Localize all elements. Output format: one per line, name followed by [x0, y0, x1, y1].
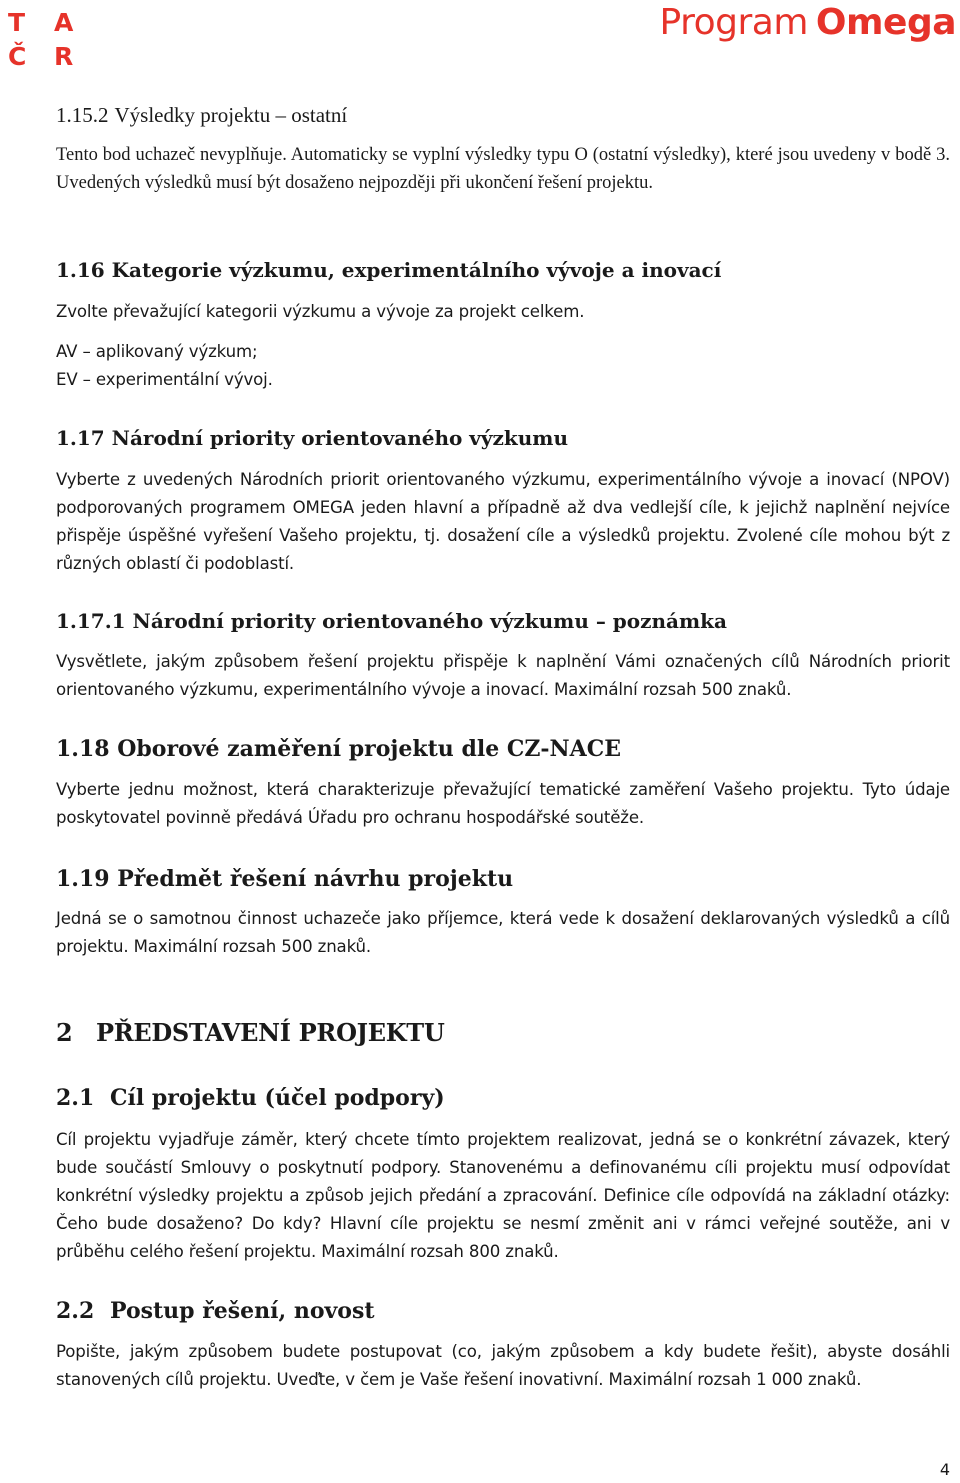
- paragraph-text: Vyberte jednu možnost, která charakterizuje převažující tematické zaměření Vašeho projektu. Tyto údaje poskytovatel povinně předává Úřadu pro ochranu hospodářské soutěže.: [56, 780, 950, 827]
- paragraph-1-18: [56, 776, 950, 832]
- paragraph-1-19: [56, 905, 950, 961]
- heading-1-15-2: [56, 100, 950, 130]
- paragraph-text: Vysvětlete, jakým způsobem řešení projektu přispěje k naplnění Vámi označených cílů Národních priorit orientovaného výzkumu, experimentálního vývoje a inovací. Maximální rozsah 500 znaků.: [56, 652, 950, 699]
- paragraph-text: Cíl projektu vyjadřuje záměr, který chcete tímto projektem realizovat, jedná se o konkrétní závazek, který bude součástí Smlouvy o poskytnutí podpory. Stanovenému a definovanému cíli projektu musí odpovídat konkrétní výsledky projektu a způsob jejich předání a zpracování. Definice cíle odpovídá na základní otázky: Čeho bude dosaženo? Do kdy? Hlavní cíle projektu se nesmí změnit ani v rámci veřejné soutěže, ani v průběhu celého řešení projektu. Maximální rozsah 800 znaků.: [56, 1130, 950, 1261]
- tacr-logo: [8, 6, 88, 76]
- heading-title: PŘEDSTAVENÍ PROJEKTU: [96, 1018, 445, 1047]
- paragraph-text: Vyberte z uvedených Národních priorit orientovaného výzkumu, experimentálního vývoje a inovací (NPOV) podporovaných programem OMEGA jeden hlavní a případně až dva vedlejší cíle, k jejichž naplnění nejvíce přispěje úspěšné vyřešení Vašeho projektu, tj. dosažení cíle a výsledků projektu. Zvolené cíle mohou být z různých oblastí či podoblastí.: [56, 470, 950, 573]
- heading-title: 1.17.1 Národní priority orientovaného výzkumu – poznámka: [56, 609, 727, 633]
- heading-title: Cíl projektu (účel podpory): [110, 1085, 445, 1111]
- heading-number: 2.1: [56, 1085, 95, 1111]
- program-word: Program: [659, 2, 808, 43]
- logo-letter-a: A: [54, 8, 74, 37]
- program-name: Omega: [815, 2, 956, 43]
- program-omega-logo: [660, 0, 957, 48]
- category-list: [56, 338, 950, 394]
- heading-1-19: [56, 864, 950, 894]
- logo-letter-c: Č: [8, 42, 27, 71]
- heading-2-2: [56, 1296, 950, 1326]
- heading-1-18: [56, 734, 950, 764]
- heading-2-1: [56, 1083, 950, 1113]
- paragraph-1-17: [56, 466, 950, 578]
- heading-title: 1.17 Národní priority orientovaného výzkumu: [56, 426, 569, 450]
- list-item: AV – aplikovaný výzkum;: [56, 342, 258, 361]
- heading-1-17: [56, 424, 950, 452]
- paragraph-text: Popište, jakým způsobem budete postupovat (co, jakým způsobem a kdy budete řešit), abyste dosáhli stanovených cílů projektu. Uveďte, v čem je Vaše řešení inovativní. Maximální rozsah 1 000 znaků.: [56, 1342, 950, 1389]
- heading-title: Postup řešení, novost: [110, 1298, 375, 1324]
- page-number: 4: [939, 1460, 950, 1479]
- paragraph-1-17-1: [56, 648, 950, 704]
- paragraph-2-1: [56, 1126, 950, 1266]
- logo-letter-r: R: [54, 42, 74, 71]
- heading-title: 1.18 Oborové zaměření projektu dle CZ-NACE: [56, 736, 622, 762]
- heading-title: 1.16 Kategorie výzkumu, experimentálního vývoje a inovací: [56, 258, 722, 282]
- paragraph-1-16: [56, 298, 950, 326]
- heading-number: 1.15.2: [56, 103, 109, 127]
- paragraph-text: Tento bod uchazeč nevyplňuje. Automaticky se vyplní výsledky typu O (ostatní výsledky), které jsou uvedeny v bodě 3. Uvedených výsledků musí být dosaženo nejpozději při ukončení řešení projektu.: [56, 145, 950, 193]
- heading-title: Výsledky projektu – ostatní: [114, 103, 348, 127]
- paragraph-2-2: [56, 1338, 950, 1394]
- heading-2: [56, 1017, 950, 1049]
- paragraph-1-15-2: [56, 141, 950, 197]
- logo-letter-t: T: [8, 8, 26, 37]
- paragraph-text: Jedná se o samotnou činnost uchazeče jako příjemce, která vede k dosažení deklarovaných výsledků a cílů projektu. Maximální rozsah 500 znaků.: [56, 909, 950, 956]
- heading-title: 1.19 Předmět řešení návrhu projektu: [56, 866, 514, 892]
- heading-1-17-1: [56, 607, 950, 635]
- list-item: EV – experimentální vývoj.: [56, 370, 273, 389]
- heading-number: 2.2: [56, 1298, 95, 1324]
- heading-number: 2: [56, 1018, 73, 1047]
- paragraph-text: Zvolte převažující kategorii výzkumu a vývoje za projekt celkem.: [56, 302, 585, 321]
- heading-1-16: [56, 256, 950, 284]
